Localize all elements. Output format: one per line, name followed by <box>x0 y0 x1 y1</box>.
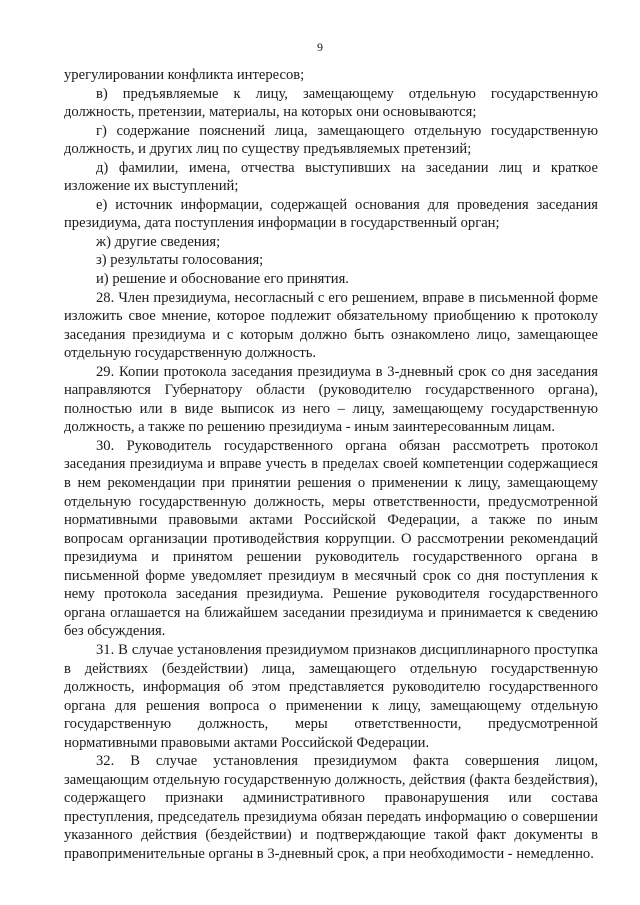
list-item-g: г) содержание пояснений лица, замещающего отдельную государственную должность, и других лиц по существу предъявляемых претензий; <box>64 122 598 158</box>
list-item-e: е) источник информации, содержащей основания для проведения заседания президиума, дата поступления информации в государственный орган; <box>64 196 598 232</box>
paragraph-28: 28. Член президиума, несогласный с его решением, вправе в письменной форме изложить свое мнение, которое подлежит обязательному приобщению к протоколу заседания президиума и с которым должно быть ознакомлено лицо, замещающее отдельную государственную должность. <box>64 289 598 362</box>
paragraph-29: 29. Копии протокола заседания президиума в 3-дневный срок со дня заседания направляются Губернатору области (руководителю государственного органа), полностью или в виде выписок из него – лицу, замещающему государственную должность, а также по решению президиума - иным заинтересованным лицам. <box>64 363 598 436</box>
page-number: 9 <box>317 40 323 54</box>
document-body <box>64 66 598 864</box>
list-item-d: д) фамилии, имена, отчества выступивших на заседании лиц и краткое изложение их выступлений; <box>64 159 598 195</box>
paragraph-continuation: урегулировании конфликта интересов; <box>64 67 305 83</box>
list-item-i: и) решение и обоснование его принятия. <box>96 271 349 288</box>
paragraph-30: 30. Руководитель государственного органа обязан рассмотреть протокол заседания президиума и вправе учесть в пределах своей компетенции содержащиеся в нем рекомендации при принятии решения о применении к лицу, замещающему отдельную государственную должность, меры ответственности, предусмотренной нормативными правовыми актами Российской Федерации, а также по иным вопросам организации противодействия коррупции. О рассмотрении рекомендаций президиума и принятом решении руководитель государственного органа в письменной форме уведомляет президиум в месячный срок со дня поступления к нему протокола заседания президиума. Решение руководителя государственного органа оглашается на ближайшем заседании президиума и принимается к сведению без обсуждения. <box>64 437 598 640</box>
paragraph-31: 31. В случае установления президиумом признаков дисциплинарного проступка в действиях (бездействии) лица, замещающего отдельную государственную должность, информация об этом представляется руководителю государственного органа для решения вопроса о применении к лицу, замещающему отдельную государственную должность, меры ответственности, предусмотренной нормативными правовыми актами Российской Федерации. <box>64 641 598 751</box>
list-item-z: з) результаты голосования; <box>96 252 264 269</box>
paragraph-32: 32. В случае установления президиумом факта совершения лицом, замещающим отдельную государственную должность, действия (факта бездействия), содержащего признаки административного правонарушения или состава преступления, председатель президиума обязан передать информацию о совершении указанного действия (бездействии) и подтверждающие такой факт документы в правоприменительные органы в 3-дневный срок, а при необходимости - немедленно. <box>64 753 598 862</box>
list-item-v: в) предъявляемые к лицу, замещающему отдельную государственную должность, претензии, материалы, на которых они основываются; <box>64 85 598 121</box>
list-item-zh: ж) другие сведения; <box>96 233 221 250</box>
